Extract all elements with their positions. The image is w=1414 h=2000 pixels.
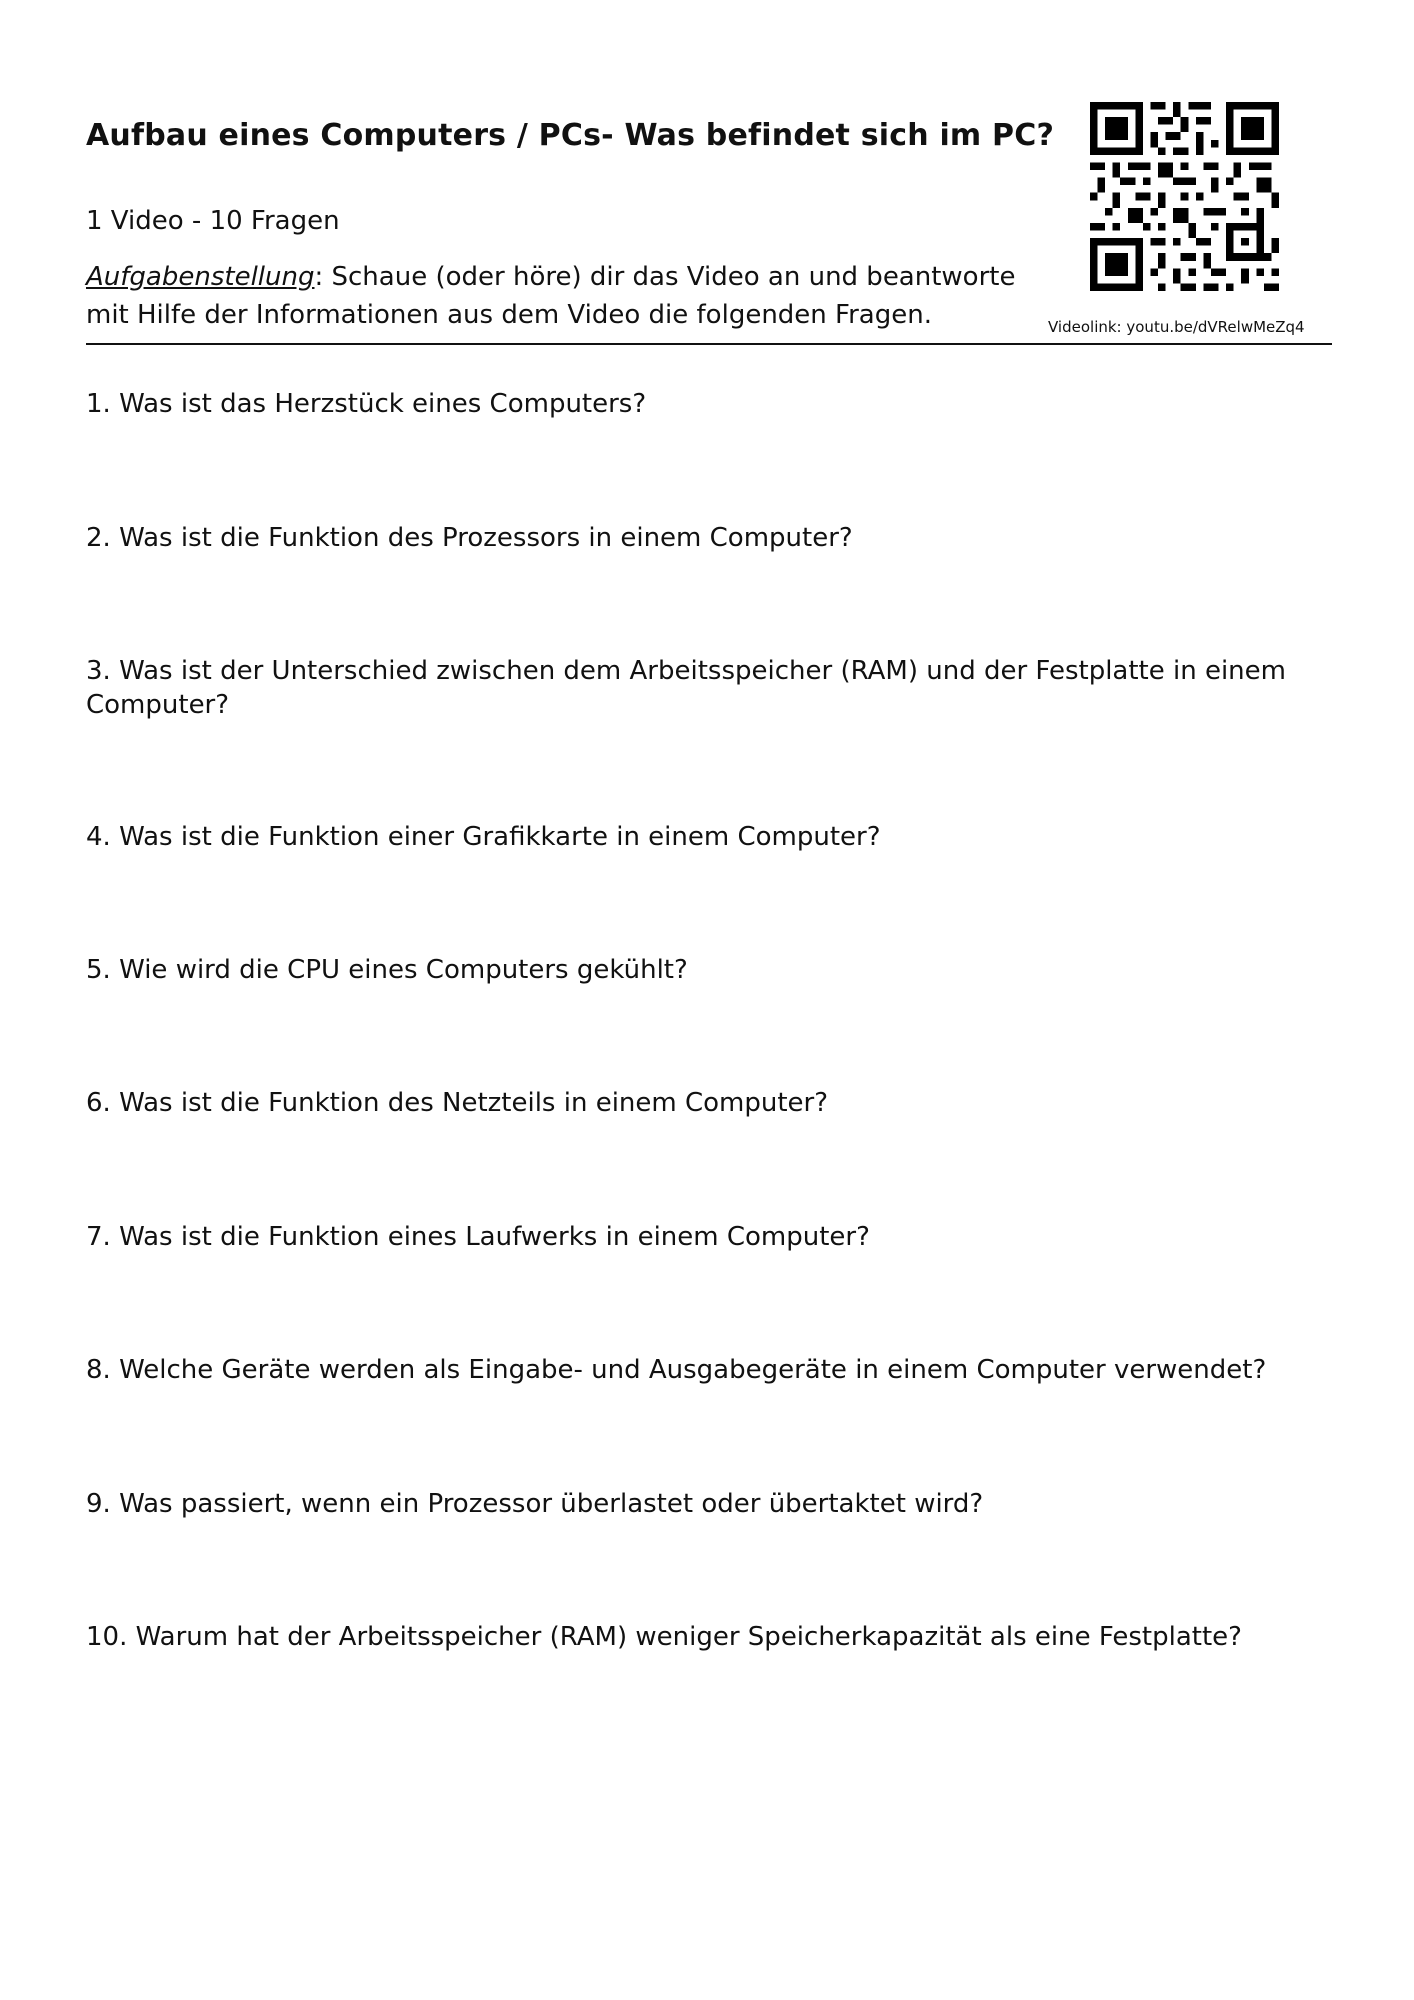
question-4: 4. Was ist die Funktion einer Grafikkarte in einem Computer? [86, 822, 881, 852]
question-6: 6. Was ist die Funktion des Netzteils in einem Computer? [86, 1088, 829, 1118]
worksheet-subtitle: 1 Video - 10 Fragen [86, 206, 340, 236]
question-9: 9. Was passiert, wenn ein Prozessor überlastet oder übertaktet wird? [86, 1489, 984, 1519]
question-1: 1. Was ist das Herzstück eines Computers? [86, 389, 647, 419]
question-2: 2. Was ist die Funktion des Prozessors in einem Computer? [86, 523, 853, 553]
task-text: : Schaue (oder höre) dir das Video an und beantworte mit Hilfe der Informationen aus dem Video die folgenden Fragen. [86, 262, 1016, 330]
qr-code-icon [1090, 102, 1279, 291]
question-8: 8. Welche Geräte werden als Eingabe- und Ausgabegeräte in einem Computer verwendet? [86, 1355, 1267, 1385]
task-label: Aufgabenstellung [86, 262, 315, 292]
task-instructions [86, 258, 1046, 334]
question-7: 7. Was ist die Funktion eines Laufwerks in einem Computer? [86, 1222, 870, 1252]
question-5: 5. Wie wird die CPU eines Computers gekühlt? [86, 955, 688, 985]
video-link: Videolink: youtu.be/dVRelwMeZq4 [1048, 318, 1305, 336]
page-title: Aufbau eines Computers / PCs- Was befindet sich im PC? [86, 118, 1055, 153]
question-3: 3. Was ist der Unterschied zwischen dem Arbeitsspeicher (RAM) und der Festplatte in einem Computer? [86, 656, 1286, 720]
question-10: 10. Warum hat der Arbeitsspeicher (RAM) weniger Speicherkapazität als eine Festplatte? [86, 1622, 1242, 1652]
header-divider [86, 343, 1332, 345]
